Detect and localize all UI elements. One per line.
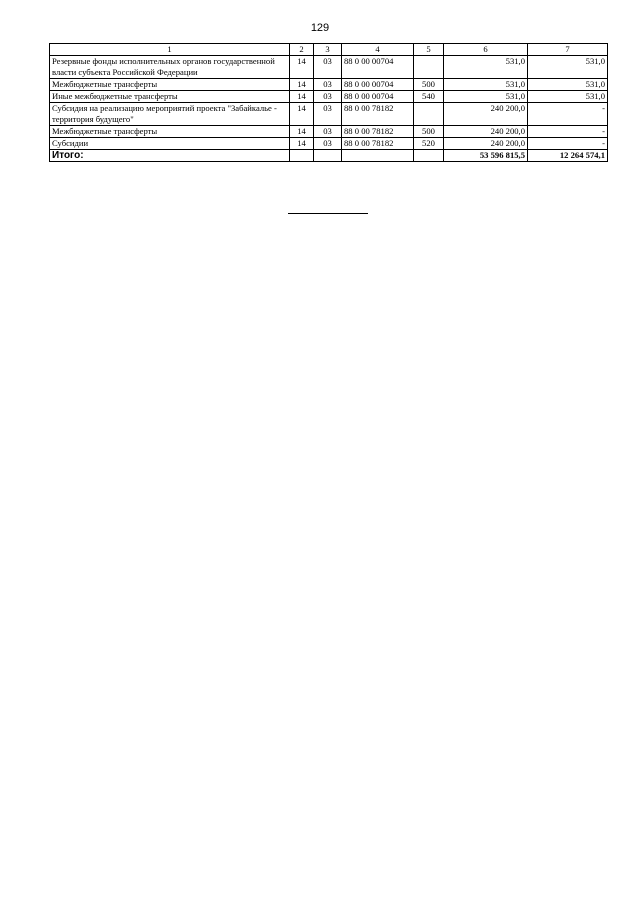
total-amount-7: 12 264 574,1	[528, 150, 608, 162]
column-header-4: 4	[342, 44, 414, 56]
page-number: 129	[310, 22, 330, 34]
row-subsection: 03	[314, 126, 342, 138]
row-amount-7: -	[528, 103, 608, 126]
end-of-document-line	[288, 213, 368, 214]
row-target-code: 88 0 00 00704	[342, 56, 414, 79]
row-expense-type: 520	[414, 138, 444, 150]
total-row	[50, 150, 608, 162]
row-amount-7: -	[528, 126, 608, 138]
row-target-code: 88 0 00 78182	[342, 126, 414, 138]
table-row	[50, 56, 608, 79]
row-section: 14	[290, 126, 314, 138]
row-amount-6: 240 200,0	[444, 103, 528, 126]
total-empty-cell	[342, 150, 414, 162]
row-expense-type: 500	[414, 126, 444, 138]
total-label: Итого:	[50, 150, 290, 162]
row-expense-type: 540	[414, 91, 444, 103]
row-target-code: 88 0 00 78182	[342, 103, 414, 126]
total-amount-6: 53 596 815,5	[444, 150, 528, 162]
row-amount-7: 531,0	[528, 79, 608, 91]
row-amount-6: 531,0	[444, 79, 528, 91]
column-header-3: 3	[314, 44, 342, 56]
column-header-1: 1	[50, 44, 290, 56]
row-section: 14	[290, 91, 314, 103]
row-amount-7: 531,0	[528, 91, 608, 103]
row-amount-6: 240 200,0	[444, 138, 528, 150]
row-expense-type	[414, 103, 444, 126]
table-row	[50, 79, 608, 91]
budget-table	[49, 43, 608, 162]
row-subsection: 03	[314, 103, 342, 126]
table-row	[50, 126, 608, 138]
column-header-2: 2	[290, 44, 314, 56]
table-header-row	[50, 44, 608, 56]
row-name: Межбюджетные трансферты	[50, 126, 290, 138]
row-amount-7: 531,0	[528, 56, 608, 79]
row-amount-6: 531,0	[444, 91, 528, 103]
total-empty-cell	[314, 150, 342, 162]
row-expense-type	[414, 56, 444, 79]
row-section: 14	[290, 103, 314, 126]
row-name: Межбюджетные трансферты	[50, 79, 290, 91]
row-name: Субсидии	[50, 138, 290, 150]
row-expense-type: 500	[414, 79, 444, 91]
row-subsection: 03	[314, 91, 342, 103]
table-row	[50, 91, 608, 103]
row-target-code: 88 0 00 00704	[342, 91, 414, 103]
row-section: 14	[290, 79, 314, 91]
row-subsection: 03	[314, 79, 342, 91]
row-amount-7: -	[528, 138, 608, 150]
row-name: Иные межбюджетные трансферты	[50, 91, 290, 103]
total-empty-cell	[290, 150, 314, 162]
column-header-5: 5	[414, 44, 444, 56]
row-subsection: 03	[314, 138, 342, 150]
row-amount-6: 240 200,0	[444, 126, 528, 138]
row-target-code: 88 0 00 00704	[342, 79, 414, 91]
row-name: Резервные фонды исполнительных органов государственной власти субъекта Российской Федерации	[50, 56, 290, 79]
total-empty-cell	[414, 150, 444, 162]
row-target-code: 88 0 00 78182	[342, 138, 414, 150]
row-name: Субсидия на реализацию мероприятий проекта "Забайкалье - территория будущего"	[50, 103, 290, 126]
row-section: 14	[290, 138, 314, 150]
table-row	[50, 103, 608, 126]
row-subsection: 03	[314, 56, 342, 79]
row-section: 14	[290, 56, 314, 79]
column-header-7: 7	[528, 44, 608, 56]
column-header-6: 6	[444, 44, 528, 56]
table-row	[50, 138, 608, 150]
row-amount-6: 531,0	[444, 56, 528, 79]
